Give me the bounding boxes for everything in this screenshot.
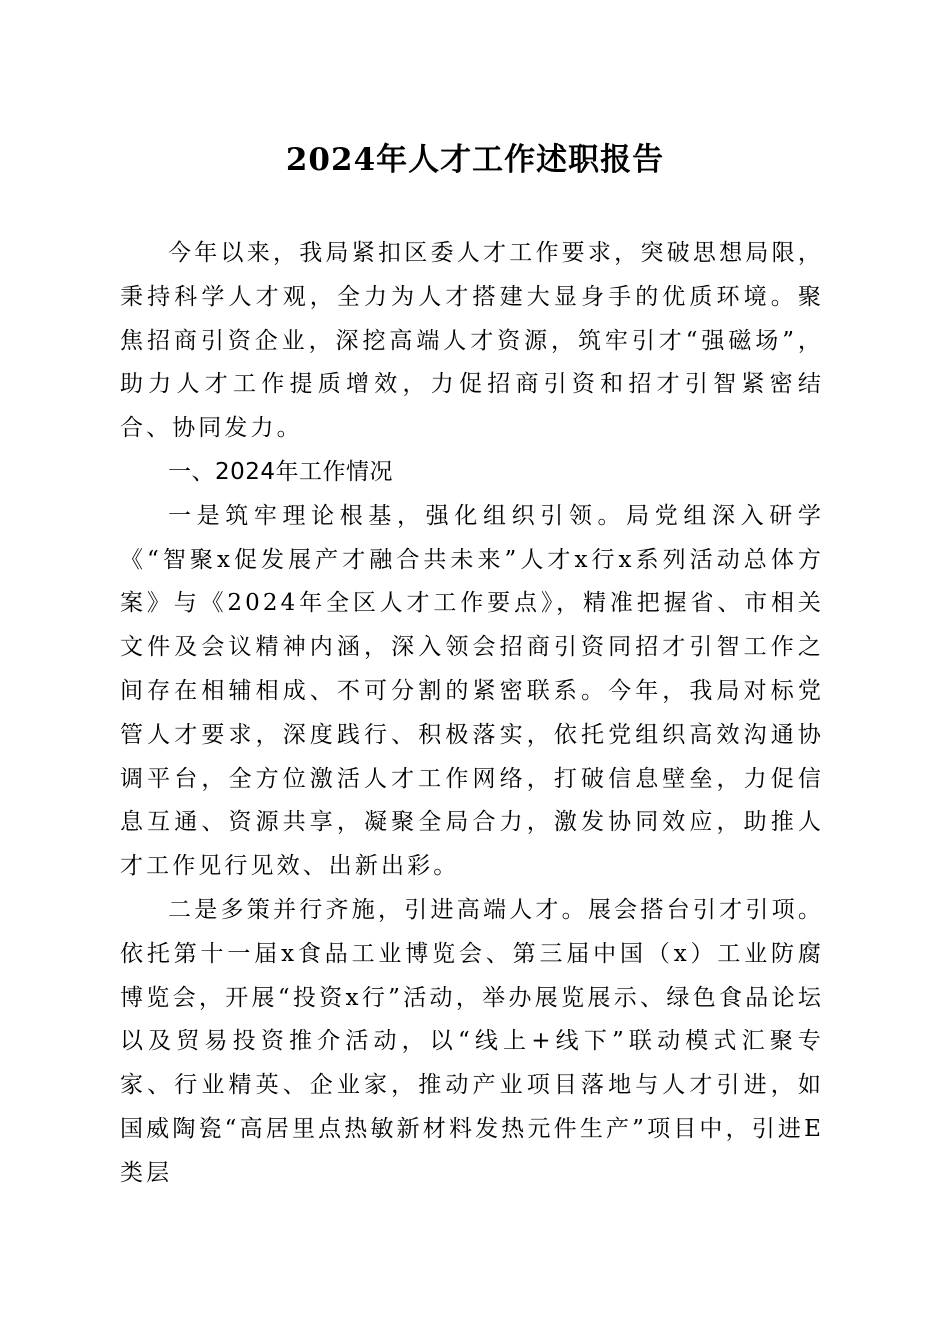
point-two-lead: 二是多策并行齐施，引进高端人才。 <box>168 896 588 923</box>
point-one-lead: 一是筑牢理论根基，强化组织引领。 <box>168 502 627 529</box>
point-two-paragraph <box>120 889 824 1196</box>
document-body <box>120 232 824 1196</box>
point-one-body: 局党组深入研学《“智聚x促发展产才融合共未来”人才x行x系列活动总体方案》与《2024年全区人才工作要点》，精准把握省、市相关文件及会议精神内涵，深入领会招商引资同招才引智工作之间存在相辅相成、不可分割的紧密联系。今年，我局对标党管人才要求，深度践行、积极落实，依托党组织高效沟通协调平台，全方位激活人才工作网络，打破信息壁垒，力促信息互通、资源共享，凝聚全局合力，激发协同效应，助推人才工作见行见效、出新出彩。 <box>120 502 824 880</box>
point-two-body: 展会搭台引才引项。依托第十一届x食品工业博览会、第三届中国（x）工业防腐博览会，开展“投资x行”活动，举办展览展示、绿色食品论坛以及贸易投资推介活动，以“线上+线下”联动模式汇聚专家、行业精英、企业家，推动产业项目落地与人才引进，如国威陶瓷“高居里点热敏新材料发热元件生产”项目中，引进E类层 <box>120 896 824 1186</box>
document-title: 2024年人才工作述职报告 <box>285 142 665 178</box>
section-heading: 一、2024年工作情况 <box>168 458 394 485</box>
point-one-paragraph <box>120 495 824 889</box>
intro-paragraph: 今年以来，我局紧扣区委人才工作要求，突破思想局限，秉持科学人才观，全力为人才搭建大显身手的优质环境。聚焦招商引资企业，深挖高端人才资源，筑牢引才“强磁场”，助力人才工作提质增效，力促招商引资和招才引智紧密结合、协同发力。 <box>120 240 824 442</box>
